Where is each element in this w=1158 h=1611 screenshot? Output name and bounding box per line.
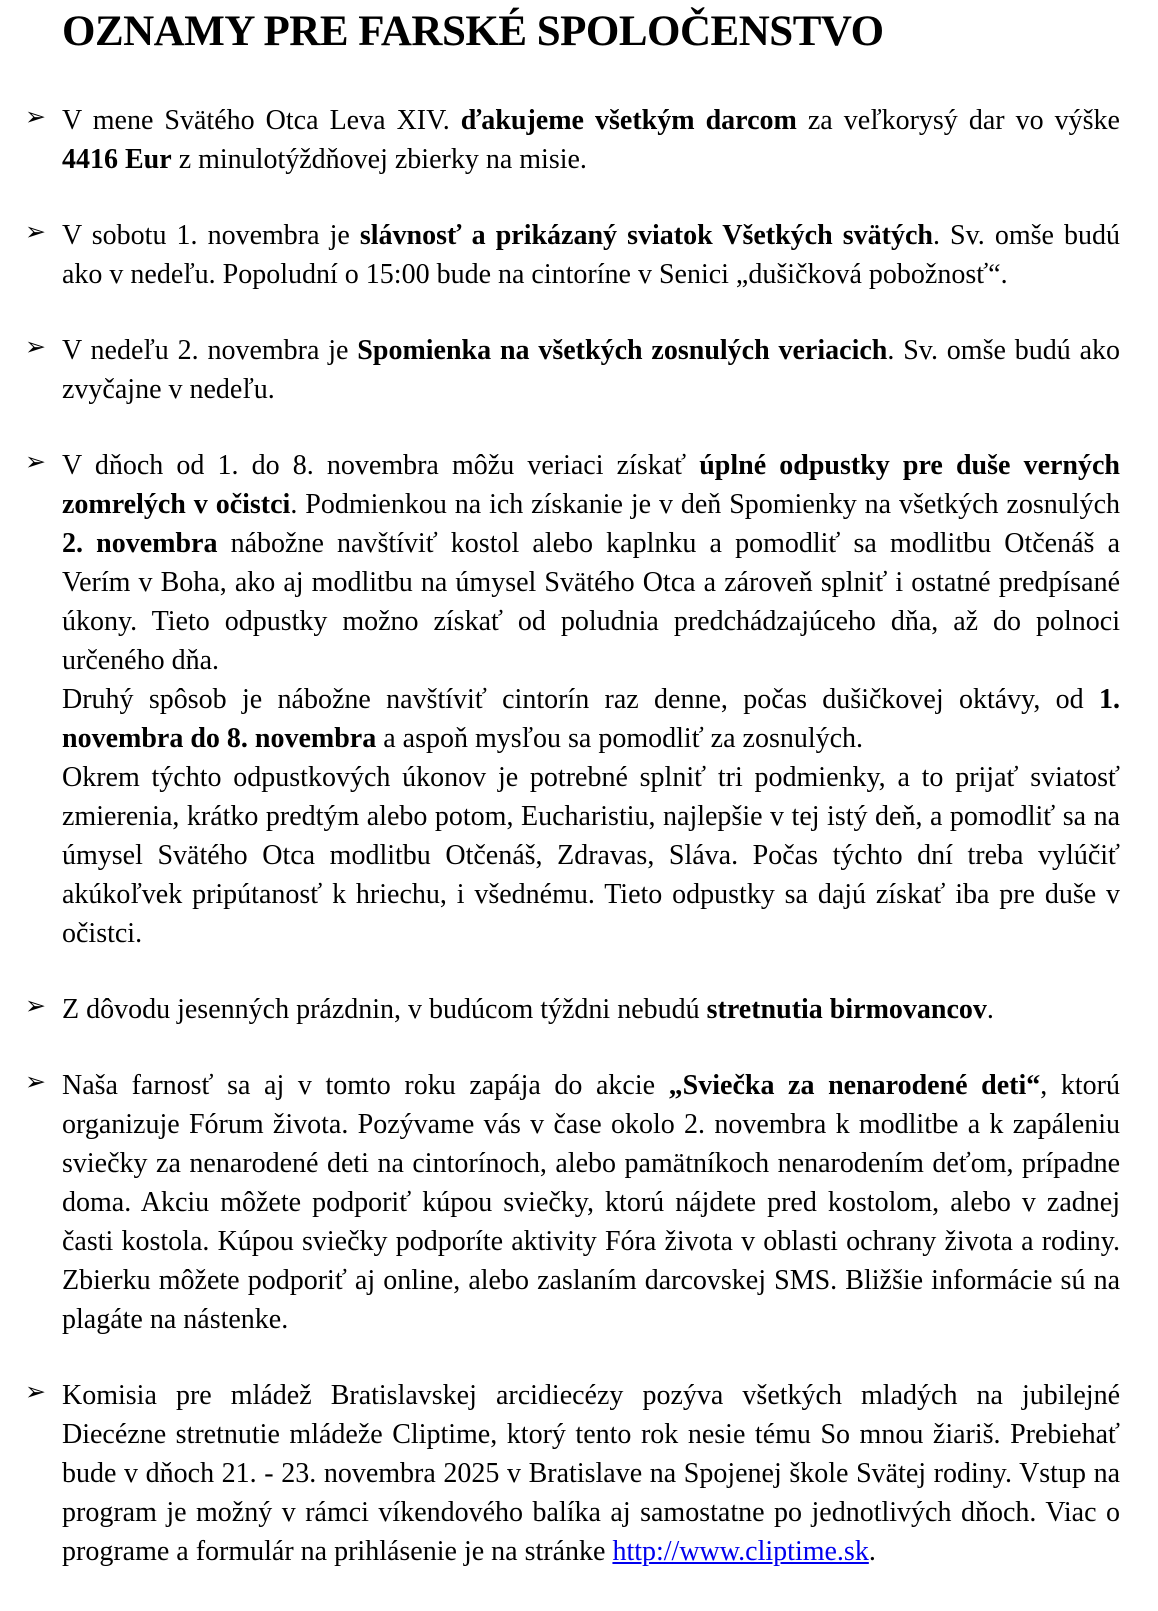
text-run: z minulotýždňovej zbierky na misie. xyxy=(171,144,587,176)
text-run: a aspoň mysľou sa pomodliť za zosnulých. xyxy=(376,723,864,755)
text-run: nábožne navštíviť kostol alebo kaplnku a pomodliť sa modlitbu Otčenáš a Verím v Boha, ako aj modlitbu na úmysel Svätého Otca a zároveň splniť i ostatné predpísané úkony. Tieto odpustky možno získať od poludnia predchádzajúceho dňa, až do polnoci určeného dňa. xyxy=(62,528,1120,677)
bold-text-run: úplné odpustky pre duše verných zomrelých v očistci xyxy=(62,450,1120,521)
text-run: . Sv. omše budú ako v nedeľu. Popoludní o 15:00 bude na cintoríne v Senici „dušičková pobožnosť“. xyxy=(62,220,1121,291)
arrow-bullet-icon: ➢ xyxy=(25,332,46,362)
bold-text-run: Spomienka na všetkých zosnulých veriacich xyxy=(357,335,888,367)
text-run: Naša farnosť sa aj v tomto roku zapája do akcie xyxy=(62,1070,669,1102)
text-run: Druhý spôsob je nábožne navštíviť cintorín raz denne, počas dušičkovej oktávy, od xyxy=(62,684,1099,716)
announcement-item xyxy=(25,990,1120,1029)
arrow-bullet-icon: ➢ xyxy=(25,1377,46,1407)
arrow-bullet-icon: ➢ xyxy=(25,447,46,477)
text-run: . xyxy=(868,1536,876,1568)
announcement-paragraph xyxy=(62,331,1120,409)
bold-text-run: 4416 Eur xyxy=(62,144,172,176)
text-run: Z dôvodu jesenných prázdnin, v budúcom týždni nebudú xyxy=(62,994,707,1026)
text-run: Okrem týchto odpustkových úkonov je potrebné splniť tri podmienky, a to prijať sviatosť zmierenia, krátko predtým alebo potom, Eucharistiu, najlepšie v tej istý deň, a pomodliť sa na úmysel Svätého Otca modlitbu Otčenáš, Zdravas, Sláva. Počas týchto dní treba vylúčiť akúkoľvek pripútanosť k hriechu, i všednému. Tieto odpustky sa dajú získať iba pre duše v očistci. xyxy=(62,762,1120,950)
bold-text-run: ďakujeme všetkým darcom xyxy=(460,105,797,137)
text-run: Komisia pre mládež Bratislavskej arcidiecézy pozýva všetkých mladých na jubilejné Diecézne stretnutie mládeže Cliptime, ktorý tento rok nesie tému So mnou žiariš. Prebiehať bude v dňoch 21. - 23. novembra 2025 v Bratislave na Spojenej škole Svätej rodiny. Vstup na program je možný v rámci víkendového balíka aj samostatne po jednotlivých dňoch. Viac o programe a formulár na prihlásenie je na stránke xyxy=(62,1380,1120,1568)
announcement-paragraph xyxy=(62,758,1120,953)
announcement-paragraph xyxy=(62,1066,1120,1339)
announcement-item xyxy=(25,331,1120,409)
announcement-item xyxy=(25,446,1120,953)
text-run: . Sv. omše budú ako zvyčajne v nedeľu. xyxy=(62,335,1120,406)
cliptime-link[interactable]: http://www.cliptime.sk xyxy=(612,1536,869,1568)
bold-text-run: slávnosť a prikázaný sviatok Všetkých svätých xyxy=(359,220,933,252)
text-run: V dňoch od 1. do 8. novembra môžu veriaci získať xyxy=(62,450,700,482)
text-run: . xyxy=(986,994,994,1026)
text-run: V sobotu 1. novembra je xyxy=(62,220,360,252)
text-run: V mene Svätého Otca Leva XIV. xyxy=(62,105,461,137)
announcement-paragraph xyxy=(62,990,1120,1029)
announcement-paragraph xyxy=(62,680,1120,758)
text-run: V nedeľu 2. novembra je xyxy=(62,335,358,367)
announcement-item xyxy=(25,1066,1120,1339)
bold-text-run: stretnutia birmovancov xyxy=(706,994,987,1026)
announcement-paragraph xyxy=(62,446,1120,680)
announcement-paragraph xyxy=(62,1376,1120,1571)
page-title: OZNAMY PRE FARSKÉ SPOLOČENSTVO xyxy=(62,8,884,55)
announcement-item xyxy=(25,216,1120,294)
announcement-item xyxy=(25,101,1120,179)
bold-text-run: „Sviečka za nenarodené deti“ xyxy=(668,1070,1041,1102)
arrow-bullet-icon: ➢ xyxy=(25,991,46,1021)
text-run: . Podmienkou na ich získanie je v deň Spomienky na všetkých zosnulých xyxy=(290,489,1120,521)
announcement-list xyxy=(25,101,1120,1571)
bold-text-run: 1. novembra do 8. novembra xyxy=(62,684,1120,755)
announcement-item xyxy=(25,1376,1120,1571)
arrow-bullet-icon: ➢ xyxy=(25,217,46,247)
announcement-paragraph xyxy=(62,216,1120,294)
text-run: , ktorú organizuje Fórum života. Pozývame vás v čase okolo 2. novembra k modlitbe a k zapáleniu sviečky za nenarodené deti na cintorínoch, alebo pamätníkoch nenarodením deťom, prípadne doma. Akciu môžete podporiť kúpou sviečky, ktorú nájdete pred kostolom, alebo v zadnej časti kostola. Kúpou sviečky podporíte aktivity Fóra života v oblasti ochrany života a rodiny. Zbierku môžete podporiť aj online, alebo zaslaním darcovskej SMS. Bližšie informácie sú na plagáte na nástenke. xyxy=(62,1070,1120,1336)
arrow-bullet-icon: ➢ xyxy=(25,102,46,132)
bold-text-run: 2. novembra xyxy=(62,528,218,560)
text-run: za veľkorysý dar vo výške xyxy=(796,105,1120,137)
announcement-paragraph xyxy=(62,101,1120,179)
arrow-bullet-icon: ➢ xyxy=(25,1067,46,1097)
